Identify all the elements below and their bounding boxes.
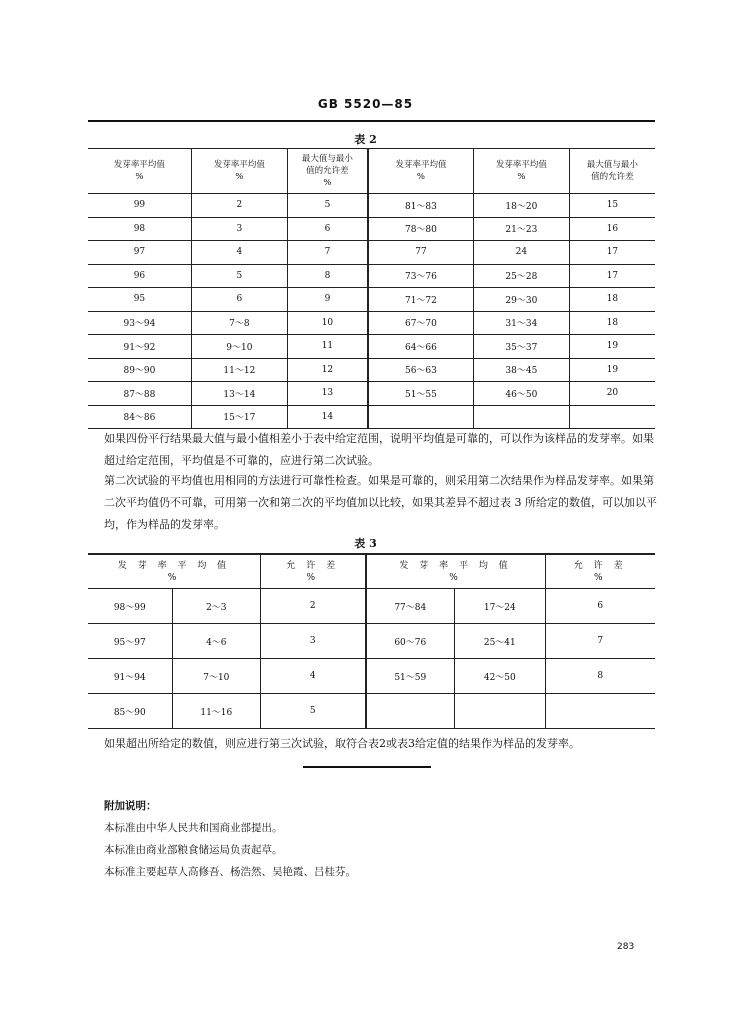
paragraph-second-test: 第二次试验的平均值也用相同的方法进行可靠性检查。如果是可靠的，则采用第二次结果作为样品发芽率。如果第二次平均值仍不可靠，可用第一次和第二次的平均值加以比较，如果其差异不超过表 3 所给定的数值，可以加以平均，作为样品的发芽率。 [104,474,657,531]
table-cell: 15 [569,194,655,218]
table-cell: 24 [473,241,569,265]
paragraph-third-test: 如果超出所给定的数值，则应进行第三次试验，取符合表2或表3给定值的结果作为样品的发芽率。 [104,737,580,750]
table-cell: 7 [545,624,655,659]
table-row [88,405,655,429]
notes-title: 附加说明： [104,800,157,812]
table-cell: 98～99 [88,589,172,624]
table-cell: 77 [368,241,473,265]
table-row [88,335,655,359]
table-cell: 2～3 [172,589,261,624]
table-cell [368,405,473,429]
table-row [88,217,655,241]
table-cell: 11～16 [172,694,261,729]
t2-header: 发芽率平均值 % [191,149,287,194]
table-cell: 93～94 [88,311,191,335]
table-row [88,264,655,288]
table-cell: 56～63 [368,358,473,382]
table-cell: 18 [569,311,655,335]
table-cell: 18～20 [473,194,569,218]
table-cell: 95～97 [88,624,172,659]
table-cell [545,694,655,729]
table-cell: 19 [569,358,655,382]
table-cell: 5 [287,194,368,218]
table-cell: 6 [287,217,368,241]
paragraph-reliability: 如果四份平行结果最大值与最小值相差小于表中给定范围，说明平均值是可靠的，可以作为该样品的发芽率。如果超过给定范围，平均值是不可靠的，应进行第二次试验。 [104,432,654,467]
table3-caption: 表 3 [354,537,377,550]
table-cell: 78～80 [368,217,473,241]
table-cell: 95 [88,288,191,312]
table-cell [455,694,546,729]
table-cell: 35～37 [473,335,569,359]
table-cell: 38～45 [473,358,569,382]
table-row [88,589,655,624]
table-cell: 13 [287,382,368,406]
table-cell: 18 [569,288,655,312]
table-cell: 46～50 [473,382,569,406]
table-cell: 25～28 [473,264,569,288]
table-cell: 4～6 [172,624,261,659]
table-cell: 13～14 [191,382,287,406]
table-row [88,194,655,218]
table-cell: 91～92 [88,335,191,359]
table-cell: 42～50 [455,659,546,694]
table-cell: 96 [88,264,191,288]
header-rule [88,120,655,122]
additional-notes [104,795,356,883]
table-cell: 5 [191,264,287,288]
table-cell: 64～66 [368,335,473,359]
table-2 [88,148,655,429]
table-cell: 8 [287,264,368,288]
table-cell: 2 [191,194,287,218]
table-cell: 6 [191,288,287,312]
table-cell: 51～59 [366,659,455,694]
table-cell: 14 [287,405,368,429]
table-cell: 17 [569,241,655,265]
t2-header: 最大值与最小 值的允许差 [569,149,655,194]
table-cell: 19 [569,335,655,359]
table-row [88,624,655,659]
table-cell: 20 [569,382,655,406]
table-cell: 4 [191,241,287,265]
table-cell: 84～86 [88,405,191,429]
table-cell: 10 [287,311,368,335]
table-cell [366,694,455,729]
table-cell: 77～84 [366,589,455,624]
notes-line: 本标准由商业部粮食储运局负责起草。 [104,844,283,856]
table-row [88,311,655,335]
table2-caption: 表 2 [354,133,377,146]
t2-header: 发芽率平均值 % [88,149,191,194]
table-cell: 2 [261,589,366,624]
t3-header: 发 芽 率 平 均 值 % [366,554,546,589]
table-cell: 87～88 [88,382,191,406]
table-3-body [88,589,655,729]
table-cell: 11～12 [191,358,287,382]
standard-header: GB 5520—85 [317,97,414,111]
table-cell: 97 [88,241,191,265]
table-cell: 67～70 [368,311,473,335]
table-cell: 17 [569,264,655,288]
end-rule [303,766,431,768]
table-row [88,382,655,406]
table-cell: 5 [261,694,366,729]
table-cell: 71～72 [368,288,473,312]
table-cell: 60～76 [366,624,455,659]
table-row [88,694,655,729]
table-cell: 73～76 [368,264,473,288]
table-cell: 17～24 [455,589,546,624]
table-2-body [88,194,655,429]
table-cell [569,405,655,429]
t2-header: 发芽率平均值 % [368,149,473,194]
table-cell: 21～23 [473,217,569,241]
table-cell: 99 [88,194,191,218]
table-cell: 7～8 [191,311,287,335]
table-row [88,288,655,312]
table-cell: 7 [287,241,368,265]
table-cell: 51～55 [368,382,473,406]
notes-line: 本标准由中华人民共和国商业部提出。 [104,822,283,834]
table-3 [88,553,655,729]
table-cell: 11 [287,335,368,359]
table-cell: 98 [88,217,191,241]
table-cell: 81～83 [368,194,473,218]
table-cell: 6 [545,589,655,624]
t2-header: 发芽率平均值 % [473,149,569,194]
table-cell: 3 [191,217,287,241]
notes-line: 本标准主要起草人高修吾、杨浩然、吴艳霞、吕桂芬。 [104,866,356,878]
table-row [88,358,655,382]
table-cell: 15～17 [191,405,287,429]
table-cell [473,405,569,429]
table-cell: 91～94 [88,659,172,694]
t2-header: 最大值与最小 值的允许差 % [287,149,368,194]
table-cell: 12 [287,358,368,382]
table-row [88,659,655,694]
table-cell: 4 [261,659,366,694]
table-row [88,241,655,265]
t3-header: 允 许 差 % [545,554,655,589]
table-cell: 85～90 [88,694,172,729]
table-cell: 25～41 [455,624,546,659]
table-cell: 3 [261,624,366,659]
page-number: 283 [617,942,635,952]
table-cell: 9 [287,288,368,312]
table-cell: 7～10 [172,659,261,694]
table-cell: 9～10 [191,335,287,359]
t3-header: 发 芽 率 平 均 值 % [88,554,261,589]
table-cell: 16 [569,217,655,241]
table-cell: 31～34 [473,311,569,335]
t3-header: 允 许 差 % [261,554,366,589]
table-cell: 89～90 [88,358,191,382]
table-cell: 8 [545,659,655,694]
table-cell: 29～30 [473,288,569,312]
